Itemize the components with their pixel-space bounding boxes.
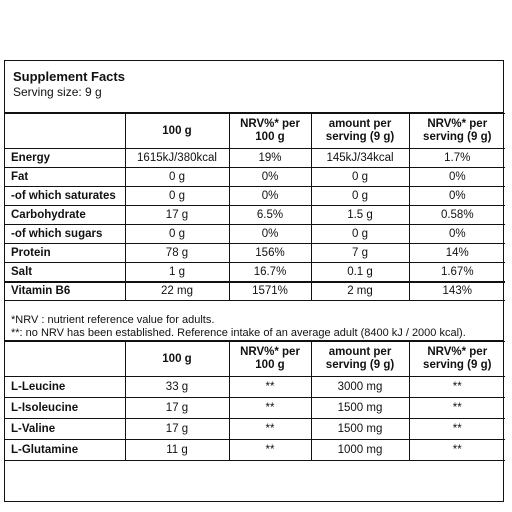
table-cell: 1571% <box>229 282 311 301</box>
table-cell: ** <box>409 377 505 398</box>
footnotes <box>5 311 503 341</box>
row-label: -of which saturates <box>5 187 125 206</box>
table-cell: 156% <box>229 244 311 263</box>
table-row <box>5 187 505 206</box>
table-cell: ** <box>229 419 311 440</box>
table-cell: 19% <box>229 149 311 168</box>
header-cell: NRV%* per 100 g <box>229 342 311 377</box>
header-cell: NRV%* per 100 g <box>229 114 311 149</box>
table-cell: 0 g <box>311 168 409 187</box>
table-row <box>5 377 505 398</box>
table-row <box>5 149 505 168</box>
table-cell: 0 g <box>311 225 409 244</box>
table-cell: 0 g <box>125 168 229 187</box>
table-cell: 0.1 g <box>311 263 409 282</box>
table-row <box>5 263 505 282</box>
table-cell: 14% <box>409 244 505 263</box>
table-cell: ** <box>229 377 311 398</box>
row-label: Carbohydrate <box>5 206 125 225</box>
row-label: Salt <box>5 263 125 282</box>
table-cell: 0% <box>229 187 311 206</box>
nutrition-table <box>5 113 505 301</box>
table-cell: 1000 mg <box>311 440 409 461</box>
serving-size: Serving size: 9 g <box>13 85 102 99</box>
table-cell: 0 g <box>125 225 229 244</box>
supplement-facts-panel <box>4 60 504 502</box>
table-cell: 0.58% <box>409 206 505 225</box>
row-label: L-Leucine <box>5 377 125 398</box>
table-cell: 0 g <box>311 187 409 206</box>
table-cell: 1.67% <box>409 263 505 282</box>
table-cell: 2 mg <box>311 282 409 301</box>
amino-table-header <box>5 342 505 377</box>
table-cell: 22 mg <box>125 282 229 301</box>
table-cell: 1615kJ/380kcal <box>125 149 229 168</box>
table-cell: 1 g <box>125 263 229 282</box>
amino-acid-table <box>5 341 505 461</box>
header-cell <box>5 342 125 377</box>
table-cell: ** <box>409 398 505 419</box>
nutrition-table-header <box>5 114 505 149</box>
table-cell: 7 g <box>311 244 409 263</box>
table-cell: 0% <box>409 187 505 206</box>
table-row <box>5 206 505 225</box>
table-cell: 1.5 g <box>311 206 409 225</box>
table-row <box>5 398 505 419</box>
header-cell: amount per serving (9 g) <box>311 114 409 149</box>
table-cell: ** <box>229 398 311 419</box>
table-cell: 78 g <box>125 244 229 263</box>
table-row <box>5 440 505 461</box>
facts-title: Supplement Facts <box>13 69 125 84</box>
table-cell: 33 g <box>125 377 229 398</box>
header-cell <box>5 114 125 149</box>
footnote-no-nrv: **: no NRV has been established. Reference intake of an average adult (8400 kJ / 2000 kcal). <box>11 326 466 339</box>
table-cell: 1500 mg <box>311 419 409 440</box>
header-cell: NRV%* per serving (9 g) <box>409 342 505 377</box>
row-label: L-Isoleucine <box>5 398 125 419</box>
row-label: Fat <box>5 168 125 187</box>
row-label: -of which sugars <box>5 225 125 244</box>
footnote-nrv: *NRV : nutrient reference value for adults. <box>11 314 215 326</box>
table-cell: 17 g <box>125 398 229 419</box>
table-row <box>5 419 505 440</box>
table-row <box>5 282 505 301</box>
table-cell: 16.7% <box>229 263 311 282</box>
header-cell: 100 g <box>125 114 229 149</box>
table-cell: 1500 mg <box>311 398 409 419</box>
table-cell: 1.7% <box>409 149 505 168</box>
table-row <box>5 168 505 187</box>
header-cell: amount per serving (9 g) <box>311 342 409 377</box>
row-label: Vitamin B6 <box>5 282 125 301</box>
table-cell: ** <box>409 419 505 440</box>
table-cell: 3000 mg <box>311 377 409 398</box>
table-cell: 0 g <box>125 187 229 206</box>
header-cell: NRV%* per serving (9 g) <box>409 114 505 149</box>
row-label: Energy <box>5 149 125 168</box>
row-label: L-Glutamine <box>5 440 125 461</box>
table-cell: 6.5% <box>229 206 311 225</box>
table-cell: ** <box>409 440 505 461</box>
facts-header <box>5 61 503 113</box>
table-cell: 143% <box>409 282 505 301</box>
table-cell: 11 g <box>125 440 229 461</box>
table-cell: 17 g <box>125 419 229 440</box>
header-cell: 100 g <box>125 342 229 377</box>
table-row <box>5 225 505 244</box>
table-cell: 0% <box>409 225 505 244</box>
table-cell: 0% <box>409 168 505 187</box>
table-cell: ** <box>229 440 311 461</box>
table-cell: 17 g <box>125 206 229 225</box>
table-cell: 145kJ/34kcal <box>311 149 409 168</box>
row-label: L-Valine <box>5 419 125 440</box>
table-row <box>5 244 505 263</box>
table-cell: 0% <box>229 225 311 244</box>
row-label: Protein <box>5 244 125 263</box>
table-cell: 0% <box>229 168 311 187</box>
